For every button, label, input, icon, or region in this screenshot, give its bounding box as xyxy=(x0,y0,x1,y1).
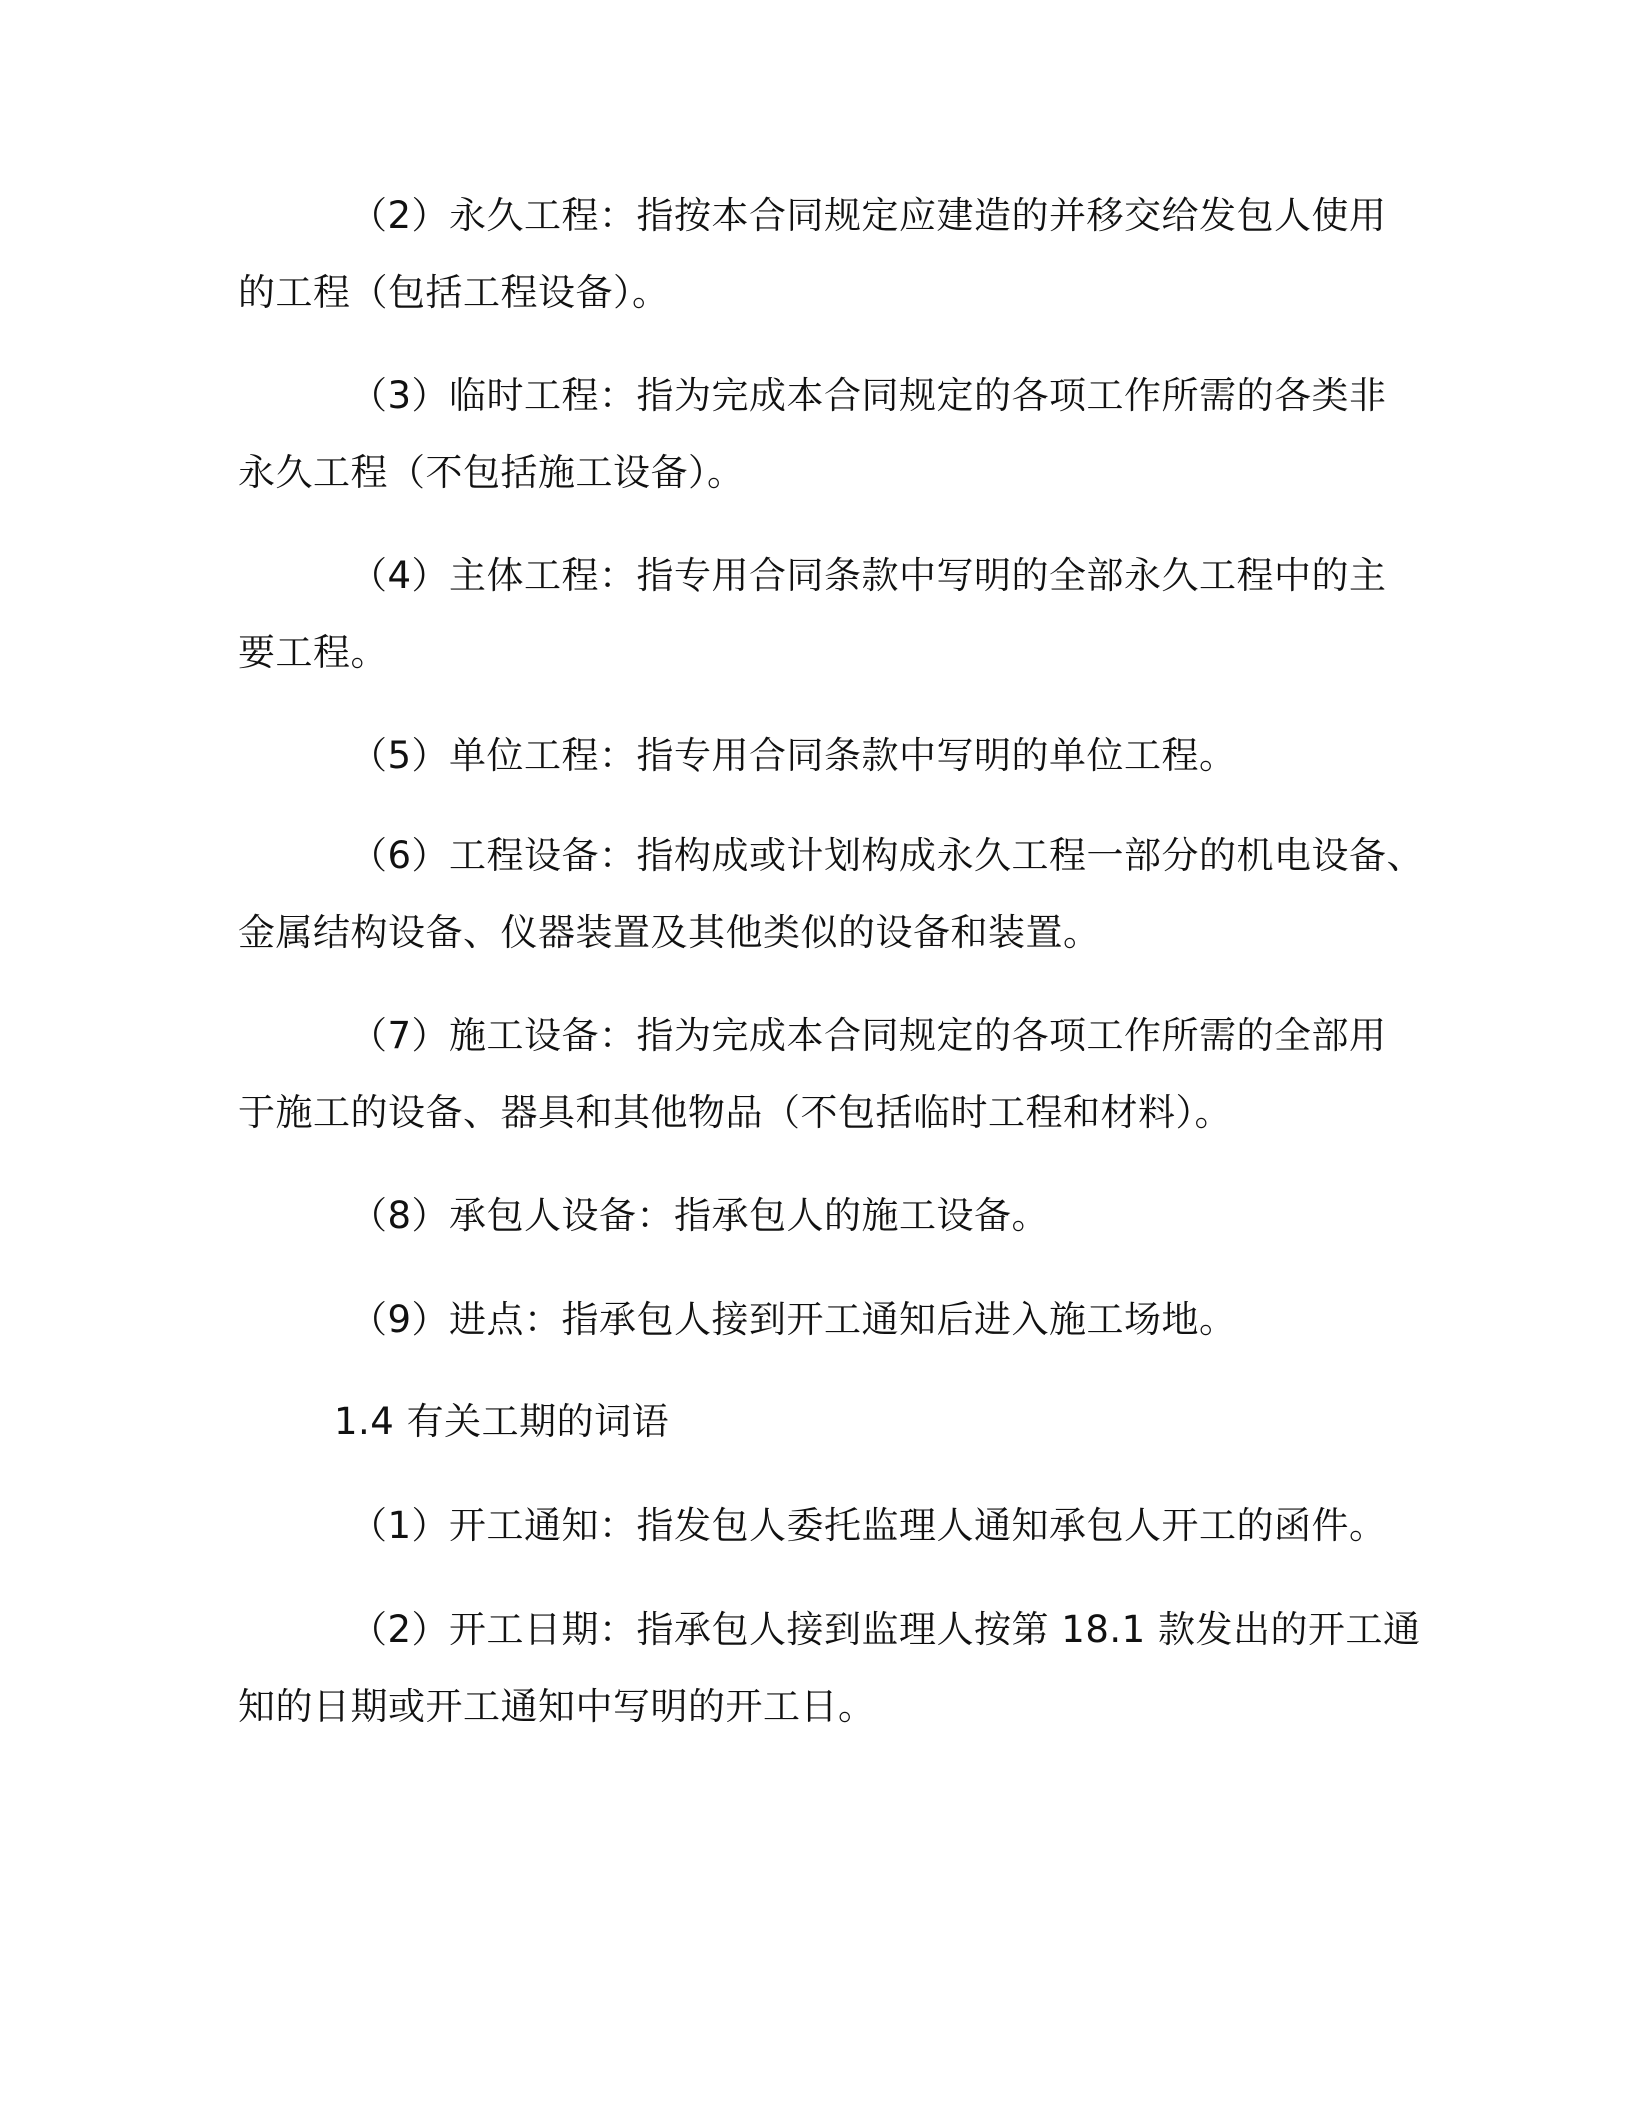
paragraph-line: （1）开工通知：指发包人委托监理人通知承包人开工的函件。 xyxy=(350,1504,1387,1547)
paragraph-line: 永久工程（不包括施工设备）。 xyxy=(238,451,745,494)
paragraph-line: 知的日期或开工通知中写明的开工日。 xyxy=(238,1685,876,1728)
paragraph-line: （2）永久工程：指按本合同规定应建造的并移交给发包人使用 xyxy=(350,194,1387,237)
paragraph-line: （8）承包人设备：指承包人的施工设备。 xyxy=(350,1194,1050,1237)
paragraph-line: （9）进点：指承包人接到开工通知后进入施工场地。 xyxy=(350,1298,1237,1341)
paragraph-line: 金属结构设备、仪器装置及其他类似的设备和装置。 xyxy=(238,911,1101,954)
section-heading-1-4 xyxy=(238,1383,1388,1460)
paragraph-permanent-works xyxy=(238,177,1388,331)
paragraph-construction-equipment xyxy=(238,997,1388,1151)
paragraph-line: 的工程（包括工程设备）。 xyxy=(238,271,670,314)
paragraph-temporary-works xyxy=(238,357,1388,511)
paragraph-main-works xyxy=(238,537,1388,691)
paragraph-commencement-notice xyxy=(238,1487,1388,1564)
paragraph-line: （3）临时工程：指为完成本合同规定的各项工作所需的各类非 xyxy=(350,374,1387,417)
paragraph-line: （4）主体工程：指专用合同条款中写明的全部永久工程中的主 xyxy=(350,554,1387,597)
paragraph-contractor-equipment xyxy=(238,1177,1388,1254)
paragraph-line: 于施工的设备、器具和其他物品（不包括临时工程和材料）。 xyxy=(238,1091,1232,1134)
paragraph-engineering-equipment xyxy=(238,817,1425,971)
paragraph-line: （2）开工日期：指承包人接到监理人按第 18.1 款发出的开工通 xyxy=(350,1608,1421,1651)
paragraph-line: （7）施工设备：指为完成本合同规定的各项工作所需的全部用 xyxy=(350,1014,1387,1057)
paragraph-commencement-date xyxy=(238,1591,1421,1745)
paragraph-unit-works xyxy=(238,717,1388,794)
paragraph-site-entry xyxy=(238,1281,1388,1358)
paragraph-line: 要工程。 xyxy=(238,631,388,674)
paragraph-line: （5）单位工程：指专用合同条款中写明的单位工程。 xyxy=(350,734,1237,777)
paragraph-line: （6）工程设备：指构成或计划构成永久工程一部分的机电设备、 xyxy=(350,834,1425,877)
section-heading: 1.4 有关工期的词语 xyxy=(334,1400,670,1443)
